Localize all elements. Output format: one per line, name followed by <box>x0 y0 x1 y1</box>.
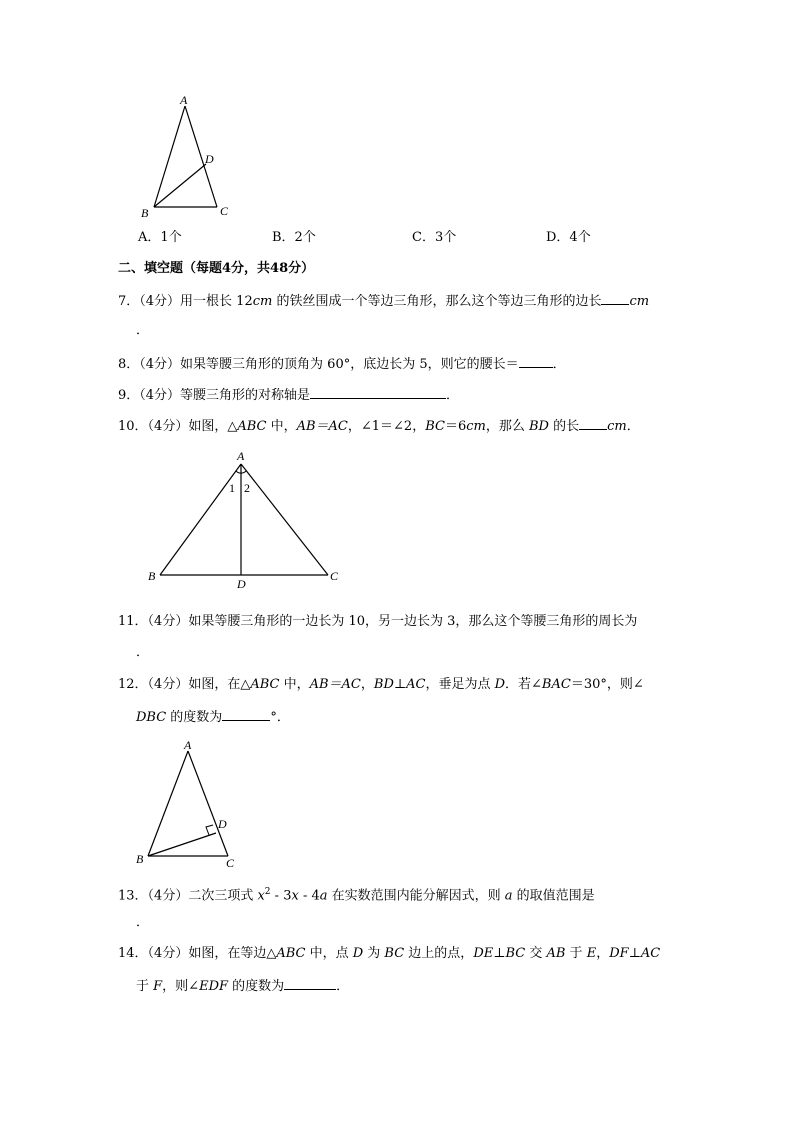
fig2-angle-2: 2 <box>244 481 250 495</box>
answer-blank-7[interactable] <box>601 291 629 305</box>
fig3-label-c: C <box>226 856 235 870</box>
question-7-end: ． <box>136 323 150 338</box>
fig2-label-c: C <box>330 569 339 583</box>
figure-2-triangle <box>140 446 350 591</box>
fig1-label-a: A <box>180 93 188 107</box>
option-a: A．1个 <box>138 230 182 245</box>
fig1-label-c: C <box>220 204 229 218</box>
fig1-label-b: B <box>141 206 149 220</box>
fig2-label-a: A <box>237 449 245 463</box>
answer-blank-9[interactable] <box>310 385 446 399</box>
fig2-label-b: B <box>148 569 156 583</box>
answer-blank-12[interactable] <box>222 707 270 721</box>
question-11-end: ． <box>136 645 150 660</box>
option-b: B．2个 <box>272 230 316 245</box>
option-d: D．4个 <box>546 230 591 245</box>
option-c: C．3个 <box>412 230 457 245</box>
question-10: 10．（4分）如图，△ABC 中，AB＝AC，∠1＝∠2，BC＝6cm，那么 BD 的长 cm． <box>118 416 640 436</box>
fig3-label-a: A <box>184 738 192 752</box>
question-8: 8．（4分）如果等腰三角形的顶角为 60°，底边长为 5，则它的腰长＝ ． <box>118 354 566 374</box>
fig3-label-b: B <box>136 852 144 866</box>
answer-blank-8[interactable] <box>519 354 553 368</box>
question-12: 12．（4分）如图，在△ABC 中，AB＝AC，BD⊥AC，垂足为点 D．若∠BAC＝30°，则∠ <box>118 677 644 692</box>
question-14-line2: 于 F，则∠EDF 的度数为 ． <box>136 976 349 996</box>
question-9: 9．（4分）等腰三角形的对称轴是 ． <box>118 385 459 405</box>
fig3-label-d: D <box>218 817 227 831</box>
fig1-label-d: D <box>205 152 214 166</box>
figure-1-triangle <box>130 92 240 220</box>
answer-blank-14[interactable] <box>284 976 336 990</box>
figure-3-triangle <box>130 736 250 870</box>
answer-blank-10[interactable] <box>579 416 607 430</box>
question-13-end: ． <box>136 915 150 930</box>
question-12-line2: DBC 的度数为 °． <box>136 707 290 727</box>
question-13: 13．（4分）二次三项式 $x^2 - 3x - 4a$ 在实数范围内能分解因式，则 a 的取值范围是 <box>118 887 595 904</box>
question-14: 14．（4分）如图，在等边△ABC 中，点 D 为 BC 边上的点，DE⊥BC 交 AB 于 E，DF⊥AC <box>118 946 661 961</box>
fig2-label-d: D <box>237 577 246 591</box>
question-11: 11．（4分）如果等腰三角形的一边长为 10，另一边长为 3，那么这个等腰三角形的周长为 <box>118 614 638 629</box>
section-title: 二、填空题（每题4分，共48分） <box>118 261 315 276</box>
fig2-angle-1: 1 <box>229 481 235 495</box>
question-7: 7．（4分）用一根长 12cm 的铁丝围成一个等边三角形，那么这个等边三角形的边长 cm <box>118 291 649 311</box>
